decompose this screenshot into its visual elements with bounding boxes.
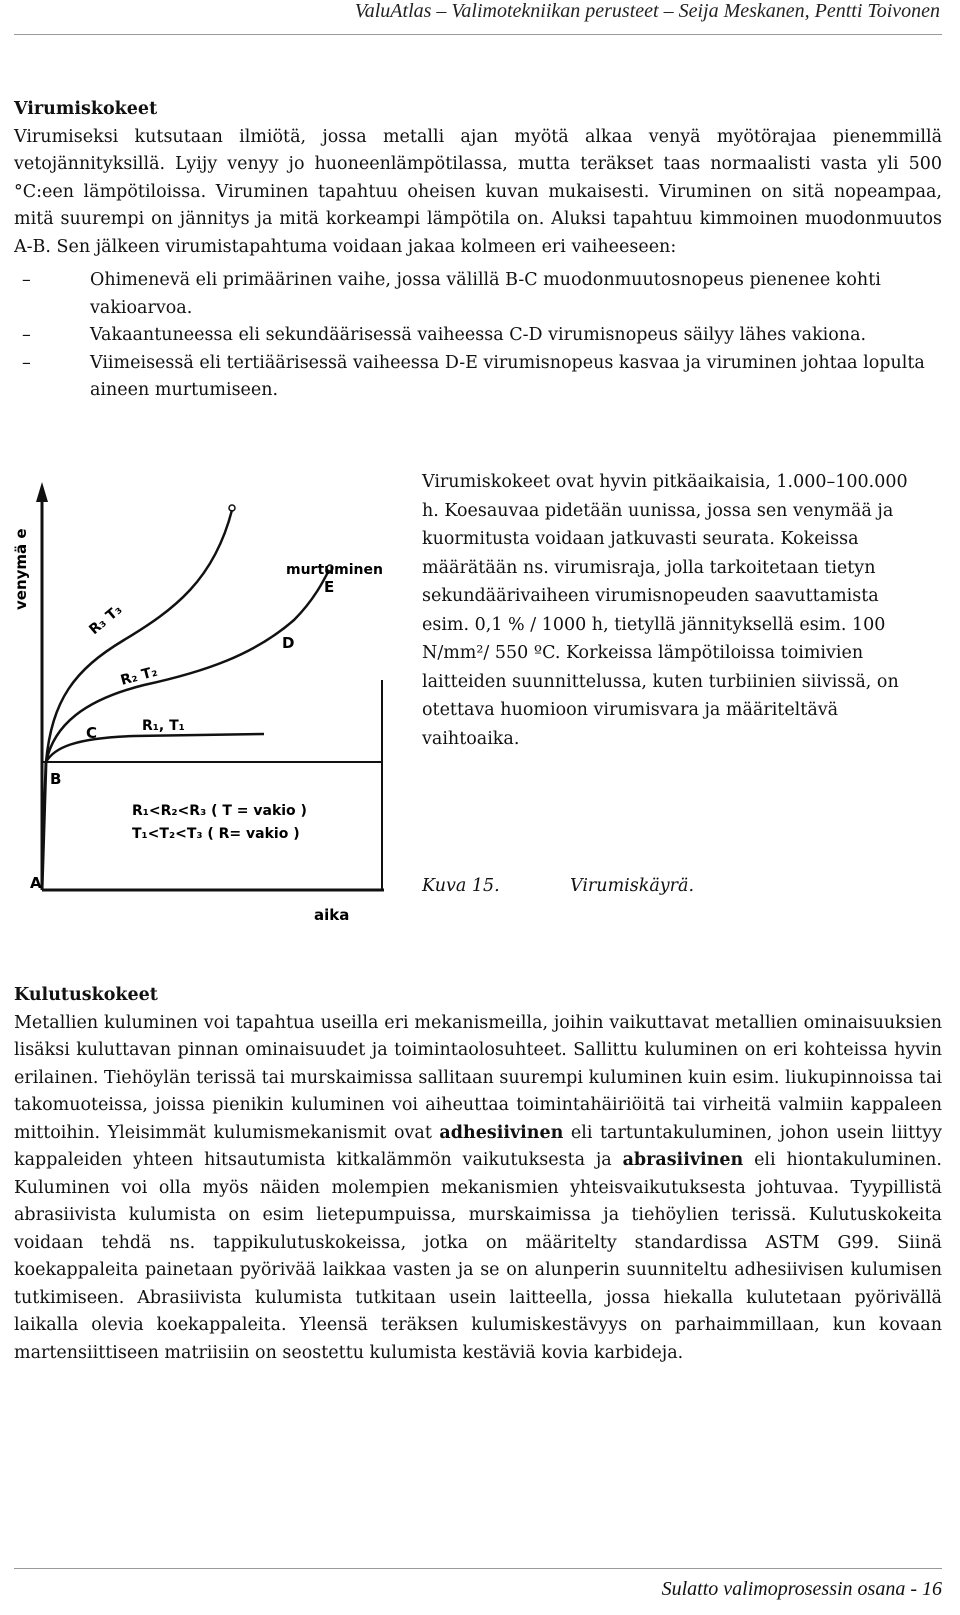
creep-curve-figure	[14, 480, 414, 940]
section-wear-tests	[14, 982, 942, 1367]
y-axis-label: venymä e	[12, 528, 30, 610]
curve-r3-t3	[46, 510, 232, 762]
list-item: – Vakaantuneessa eli sekundäärisessä vaiheessa C-D virumisnopeus säilyy lähes vakiona.	[14, 322, 942, 350]
section-creep-tests	[14, 96, 942, 405]
footer-divider	[14, 1568, 942, 1569]
bold-term-adhesive: adhesiivinen	[439, 1122, 564, 1143]
point-b-label: B	[50, 770, 62, 788]
bold-term-abrasive: abrasiivinen	[622, 1150, 744, 1170]
caption-number: Kuva 15.	[422, 876, 500, 896]
creep-curve-diagram	[14, 480, 414, 940]
condition-r-label: R₁<R₂<R₃ ( T = vakio )	[132, 803, 307, 819]
point-a-label: A	[30, 874, 42, 892]
list-item: – Viimeisessä eli tertiäärisessä vaiheessa D-E virumisnopeus kasvaa ja viruminen johtaa lopulta aineen murtumiseen.	[14, 350, 942, 405]
curve-r3-label: R₃ T₃	[86, 601, 126, 639]
fracture-label: murtuminen	[286, 562, 383, 578]
bullet-dash: –	[22, 352, 31, 373]
running-footer: Sulatto valimoprosessin osana - 16	[661, 1578, 942, 1600]
figure-caption	[422, 876, 694, 896]
curve-r2-label: R₂ T₂	[118, 663, 160, 689]
header-divider	[14, 34, 942, 35]
running-header: ValuAtlas – Valimotekniikan perusteet – Seija Meskanen, Pentti Toivonen	[354, 0, 940, 22]
y-axis-arrow	[36, 482, 48, 502]
caption-title: Virumiskäyrä.	[570, 876, 695, 896]
bullet-dash: –	[22, 325, 31, 345]
x-axis-label: aika	[314, 906, 350, 924]
section-title: Kulutuskokeet	[14, 985, 158, 1005]
condition-t-label: T₁<T₂<T₃ ( R= vakio )	[132, 826, 300, 842]
section-paragraph: Metallien kuluminen voi tapahtua useilla eri mekanismeilla, joihin vaikuttavat metallien ominaisuuksien lisäksi kuluttavan pinnan ominaisuudet ja toimintaolosuhteet. Sallittu kuluminen on eri kohteissa hyvin erilainen. Tiehöylän terissä tai murskaimissa sallitaan suurempi kuluminen kuin esim. liukupinnoissa tai takomuoteissa, joissa pienikin kuluminen voi aiheuttaa toimintahäiriöitä tai virheitä valmiin kappaleen mittoihin. Yleisimmät kulumismekanismit ovat adhesiivinen eli tartuntakuluminen, johon usein liittyy kappaleiden yhteen hitsautumista kitkalämmön vaikutuksesta ja abrasiivinen eli hiontakuluminen. Kuluminen voi olla myös näiden molempien mekanismien yhteisvaikutuksesta johtuvaa. Tyypillistä abrasiivista kulumista on esim lietepumpuissa, murskaimissa ja tiehöylien terissä. Kulutuskokeita voidaan tehdä ns. tappikulutuskokeissa, jotka on määritelty standardissa ASTM G99. Siinä koekappaleita painetaan pyörivää laikkaa vasten ja se on alunperin suunniteltu adhesiivisen kulumisen tutkimiseen. Abrasiivista kulumista tutkitaan usein laitteella, jossa hiekalla kulutetaan pyörivällä laikalla olevia koekappaleita. Yleensä teräksen kulumiskestävyys on parhaimmillaan, kun kovaan martensiittiseen matriisiin on seostettu kulumista kestäviä kovia karbideja.	[14, 1012, 942, 1363]
list-item: – Ohimenevä eli primäärinen vaihe, jossa välillä B-C muodonmuutosnopeus pienenee kohti vakioarvoa.	[14, 267, 942, 322]
point-e-label: E	[324, 578, 335, 596]
curve-r1-label: R₁, T₁	[142, 718, 185, 734]
section-title: Virumiskokeet	[14, 99, 158, 119]
curve-r1-t1	[46, 734, 264, 762]
point-c-label: C	[86, 724, 98, 742]
bullet-dash: –	[22, 270, 31, 290]
point-d-label: D	[282, 634, 295, 652]
phase-list	[14, 267, 942, 405]
section-paragraph: Virumiseksi kutsutaan ilmiötä, jossa metalli ajan myötä alkaa venyä myötörajaa pienemmillä vetojännityksillä. Lyijy venyy jo huoneenlämpötilassa, mutta teräkset taas normaalisti vasta yli 500 °C:een lämpötiloissa. Viruminen tapahtuu oheisen kuvan mukaisesti. Viruminen on sitä nopeampaa, mitä suurempi on jännitys ja mitä korkeampi lämpötila on. Aluksi tapahtuu kimmoinen muodonmuutos A-B. Sen jälkeen virumistapahtuma voidaan jakaa kolmeen eri vaiheeseen:	[14, 126, 942, 257]
figure-description: Virumiskokeet ovat hyvin pitkäaikaisia, 1.000–100.000 h. Koesauvaa pidetään uunissa, jossa sen venymää ja kuormitusta voidaan jatkuvasti seurata. Kokeissa määrätään ns. virumisraja, jolla tarkoitetaan tietyn sekundäärivaiheen virumisnopeuden saavuttamista esim. 0,1 % / 1000 h, tietyllä jännityksellä esim. 100 N/mm²/ 550 ºC. Korkeissa lämpötiloissa toimivien laitteiden suunnittelussa, kuten turbiinien siivissä, on otettava huomioon virumisvara ja määriteltävä vaihtoaika.	[422, 472, 908, 749]
